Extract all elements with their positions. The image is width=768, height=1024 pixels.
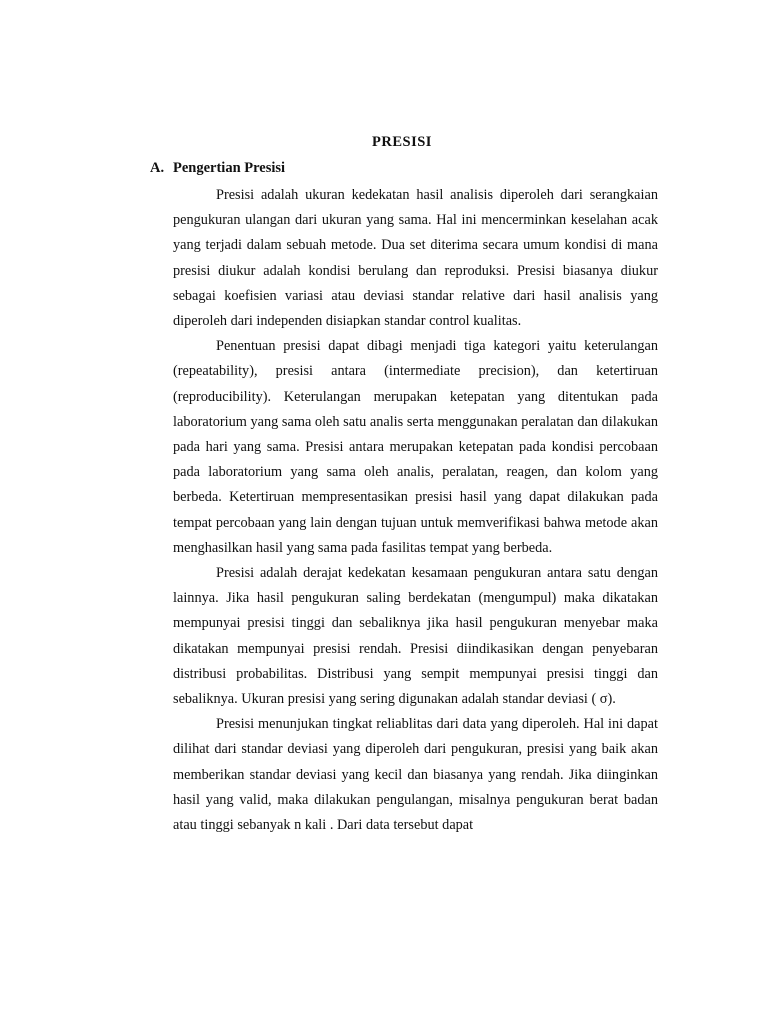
section-heading [150, 160, 285, 177]
section-heading-text: Pengertian Presisi [173, 160, 286, 176]
paragraph: Presisi menunjukan tingkat reliablitas dari data yang diperoleh. Hal ini dapat dilihat dari standar deviasi yang diperoleh dari pengukuran, presisi yang baik akan memberikan standar deviasi yang kecil dan biasanya yang rendah. Jika diinginkan hasil yang valid, maka dilakukan pengulangan, misalnya pengukuran berat badan atau tinggi sebanyak n kali . Dari data tersebut dapat [173, 716, 658, 834]
paragraph: Penentuan presisi dapat dibagi menjadi tiga kategori yaitu keterulangan (repeatability), presisi antara (intermediate precision), dan ketertiruan (reproducibility). Keterulangan merupakan ketepatan yang ditentukan pada laboratorium yang sama oleh satu analis serta menggunakan peralatan dan dilakukan pada hari yang sama. Presisi antara merupakan ketepatan pada kondisi percobaan pada laboratorium yang sama oleh analis, peralatan, reagen, dan kolom yang berbeda. Ketertiruan mempresentasikan presisi hasil yang dapat dilakukan pada tempat percobaan yang lain dengan tujuan untuk memverifikasi bahwa metode akan menghasilkan hasil yang sama pada fasilitas tempat yang berbeda. [173, 338, 658, 556]
body-text [173, 183, 658, 838]
section-letter: A. [150, 160, 165, 176]
paragraph: Presisi adalah derajat kedekatan kesamaan pengukuran antara satu dengan lainnya. Jika hasil pengukuran saling berdekatan (mengumpul) maka dikatakan mempunyai presisi tinggi dan sebaliknya jika hasil pengukuran menyebar maka dikatakan mempunyai presisi rendah. Presisi diindikasikan dengan penyebaran distribusi probabilitas. Distribusi yang sempit mempunyai presisi tinggi dan sebaliknya. Ukuran presisi yang sering digunakan adalah standar deviasi ( σ). [173, 565, 658, 708]
paragraph: Presisi adalah ukuran kedekatan hasil analisis diperoleh dari serangkaian pengukuran ulangan dari ukuran yang sama. Hal ini mencerminkan keselahan acak yang terjadi dalam sebuah metode. Dua set diterima secara umum kondisi di mana presisi diukur adalah kondisi berulang dan reproduksi. Presisi biasanya diukur sebagai koefisien variasi atau deviasi standar relative dari hasil analisis yang diperoleh dari independen disiapkan standar control kualitas. [173, 187, 658, 330]
document-title: PRESISI [372, 134, 432, 150]
